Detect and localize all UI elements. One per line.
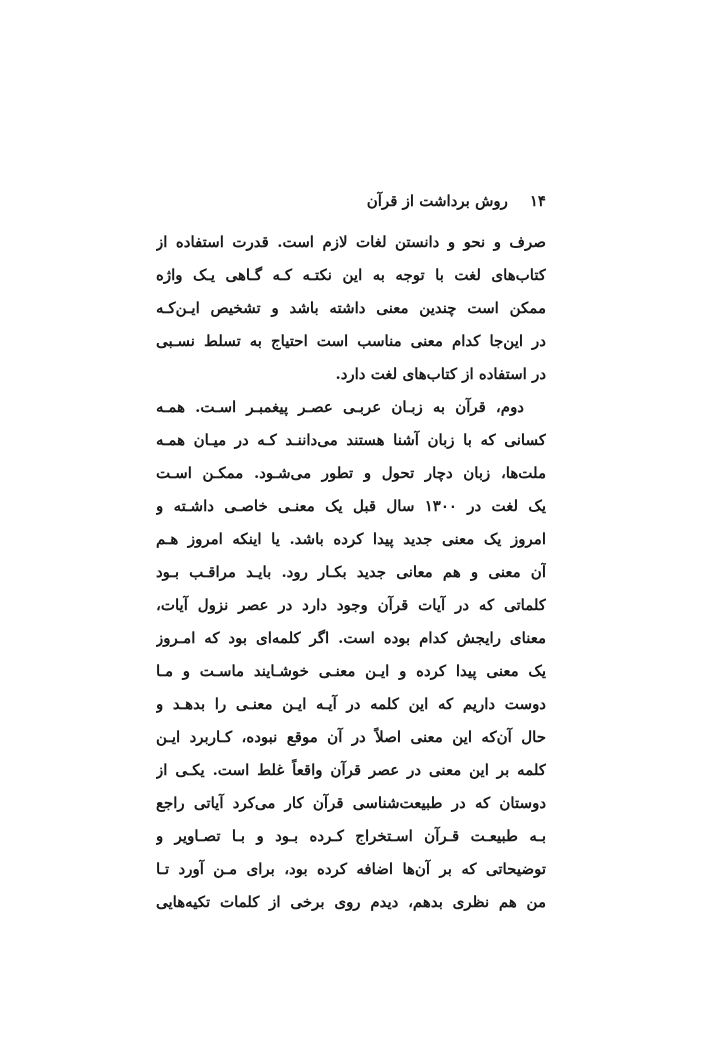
text-line: یک لغت در ۱۳۰۰ سال قبل یک معنـی خاصـی داشـته و	[156, 497, 546, 515]
running-title: روش برداشت از قرآن	[366, 192, 508, 210]
text-line: یک معنی پیدا کرده و ایـن معنـی خوشـایند ماسـت و مـا	[156, 662, 546, 680]
paragraph	[156, 226, 546, 391]
text-line: من هم نظری بدهم، دیدم روی برخی از کلمات تکیه‌هایی	[156, 893, 546, 911]
text-line: کسانی که با زبان آشنا هستند می‌داننـد کـه در میـان همـه	[156, 431, 546, 449]
body-text	[156, 226, 546, 919]
text-line: امروز یک معنی جدید پیدا کرده باشد. یا اینکه امروز هـم	[156, 530, 546, 548]
page-header	[367, 192, 546, 210]
text-line: کلماتی که در آیات قرآن وجود دارد در عصر نزول آیات،	[156, 596, 546, 614]
text-line: در این‌جا کدام معنی مناسب است احتیاج به تسلط نسـبی	[156, 332, 546, 350]
page-number: ۱۴	[529, 192, 546, 210]
text-line: ملت‌ها، زبان دچار تحول و تطور می‌شـود. ممکـن اسـت	[156, 464, 546, 482]
text-line: توضیحاتی که بر آن‌ها اضافه کرده بود، برای مـن آورد تـا	[156, 860, 546, 878]
text-line: بـه طبیعـت قـرآن اسـتخراج کـرده بـود و بـا تصـاویر و	[156, 827, 546, 845]
text-line: کلمه بر این معنی در عصر قرآن واقعاً غلط است. یکـی از	[156, 761, 546, 779]
text-line: آن معنی و هم معانی جدید بکـار رود. بایـد مراقـب بـود	[156, 563, 546, 581]
text-line: ممکن است چندین معنی داشته باشد و تشخیص ایـن‌کـه	[156, 299, 546, 317]
text-line: صرف و نحو و دانستن لغات لازم است. قدرت استفاده از	[156, 233, 546, 251]
paragraph	[156, 391, 546, 919]
text-line: دوستان که در طبیعت‌شناسی قرآن کار می‌کرد آیاتی راجع	[156, 794, 546, 812]
text-line: در استفاده از کتاب‌های لغت دارد.	[335, 365, 546, 383]
text-line: کتاب‌های لغت با توجه به این نکتـه کـه گـاهی یـک واژه	[156, 266, 546, 284]
text-line: دوست داریم که این کلمه در آیـه ایـن معنـی را بدهـد و	[156, 695, 546, 713]
text-line: معنای رایجش کدام بوده است. اگر کلمه‌ای بود که امـروز	[156, 629, 546, 647]
text-line: دوم، قرآن به زبـان عربـی عصـر پیغمبـر اسـت. همـه	[156, 398, 524, 416]
text-line: حال آن‌که این معنی اصلاً در آن موقع نبوده، کـاربرد ایـن	[156, 728, 546, 746]
